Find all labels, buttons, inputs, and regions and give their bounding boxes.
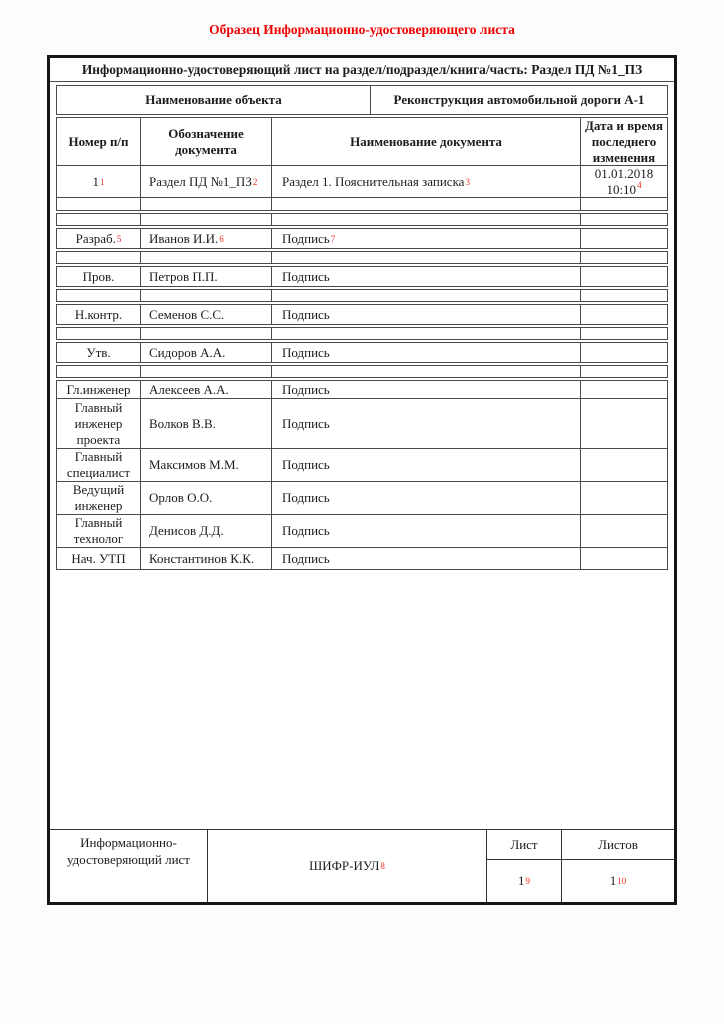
footnote-4: 4 <box>637 180 642 191</box>
date-cell <box>581 229 667 248</box>
staff-table <box>56 380 668 570</box>
signature-cell: Подпись <box>272 548 581 569</box>
role-cell: Н.контр. <box>57 305 141 324</box>
sheets-label: Листов <box>562 830 674 860</box>
doc-designation-cell: Раздел ПД №1_ПЗ 2 <box>141 166 272 197</box>
document-table-header <box>57 118 667 165</box>
staff-row-chief-technologist <box>57 514 667 547</box>
signature-cell: Подпись <box>272 515 581 547</box>
role-cell: Пров. <box>57 267 141 286</box>
signature-cell: Подпись <box>272 381 581 398</box>
col-header-designation: Обозначение документа <box>141 118 272 165</box>
date-cell <box>581 449 667 481</box>
staff-row-chief-engineer <box>57 381 667 398</box>
object-table <box>56 85 668 115</box>
spacer-strip <box>56 213 668 226</box>
spacer-strip <box>56 365 668 378</box>
date-cell <box>581 515 667 547</box>
name-cell: Максимов М.М. <box>141 449 272 481</box>
date-cell <box>581 305 667 324</box>
signature-cell: Подпись <box>272 449 581 481</box>
date-cell <box>581 343 667 362</box>
date-cell <box>581 548 667 569</box>
staff-row-chief-specialist <box>57 448 667 481</box>
name-cell: Денисов Д.Д. <box>141 515 272 547</box>
staff-row-chief-project-engineer <box>57 398 667 448</box>
name-cell: Семенов С.С. <box>141 305 272 324</box>
sheet-body <box>56 85 668 570</box>
page-heading: Образец Информационно-удостоверяющего листа <box>209 22 515 37</box>
footer-sheets-column <box>562 830 674 902</box>
signature-cell: Подпись <box>272 399 581 448</box>
sheet-title: Информационно-удостоверяющий лист на раздел/подраздел/книга/часть: Раздел ПД №1_ПЗ <box>50 58 674 82</box>
name-cell: Иванов И.И. 6 <box>141 229 272 248</box>
name-cell: Орлов О.О. <box>141 482 272 514</box>
date-cell <box>581 482 667 514</box>
name-cell: Петров П.П. <box>141 267 272 286</box>
sheet-value-cell: 1 9 <box>518 873 530 888</box>
object-value-cell: Реконструкция автомобильной дороги А-1 <box>393 92 645 107</box>
footer-doc-type: Информационно-удостоверяющий лист <box>50 830 208 902</box>
footer-sheet-column <box>487 830 562 902</box>
role-cell: Гл.инженер <box>57 381 141 398</box>
certifying-sheet <box>47 55 677 905</box>
signature-row-checker <box>56 266 668 287</box>
role-cell: Главный технолог <box>57 515 141 547</box>
doc-name-cell: Раздел 1. Пояснительная записка 3 <box>272 166 581 197</box>
name-cell: Волков В.В. <box>141 399 272 448</box>
signature-cell: Подпись <box>272 343 581 362</box>
sheet-label: Лист <box>487 830 561 860</box>
signature-row-norm-control <box>56 304 668 325</box>
date-cell <box>581 399 667 448</box>
document-row <box>57 165 667 197</box>
role-cell: Нач. УТП <box>57 548 141 569</box>
role-cell: Главный инженер проекта <box>57 399 141 448</box>
col-header-doc-name: Наименование документа <box>272 118 581 165</box>
object-label-cell: Наименование объекта <box>57 86 371 114</box>
name-cell: Сидоров А.А. <box>141 343 272 362</box>
staff-row-lead-engineer <box>57 481 667 514</box>
col-header-modified: Дата и время последнего изменения <box>584 118 664 165</box>
spacer-strip <box>56 251 668 264</box>
role-cell: Главный специалист <box>57 449 141 481</box>
signature-cell: Подпись <box>272 482 581 514</box>
name-cell: Константинов К.К. <box>141 548 272 569</box>
spacer-strip <box>56 289 668 302</box>
signature-cell: Подпись <box>272 267 581 286</box>
date-cell <box>581 267 667 286</box>
role-cell: Утв. <box>57 343 141 362</box>
spacer-strip <box>56 327 668 340</box>
signature-cell: Подпись 7 <box>272 229 581 248</box>
footer-cipher-cell: ШИФР-ИУЛ 8 <box>208 830 487 902</box>
doc-modified-cell: 01.01.2018 10:10$^4$ <box>594 166 654 197</box>
col-header-number: Номер п/п <box>57 118 141 165</box>
role-cell: Ведущий инженер <box>57 482 141 514</box>
sheets-value-cell: 1 10 <box>609 873 627 888</box>
role-cell: Разраб. 5 <box>57 229 141 248</box>
name-cell: Алексеев А.А. <box>141 381 272 398</box>
date-cell <box>581 381 667 398</box>
signature-row-developer <box>56 228 668 249</box>
document-table <box>56 117 668 211</box>
staff-row-utp-head <box>57 547 667 569</box>
signature-cell: Подпись <box>272 305 581 324</box>
doc-number-cell: 1 1 <box>57 166 141 197</box>
footer-stamp <box>50 829 674 902</box>
signature-row-approver <box>56 342 668 363</box>
empty-row <box>57 197 667 210</box>
